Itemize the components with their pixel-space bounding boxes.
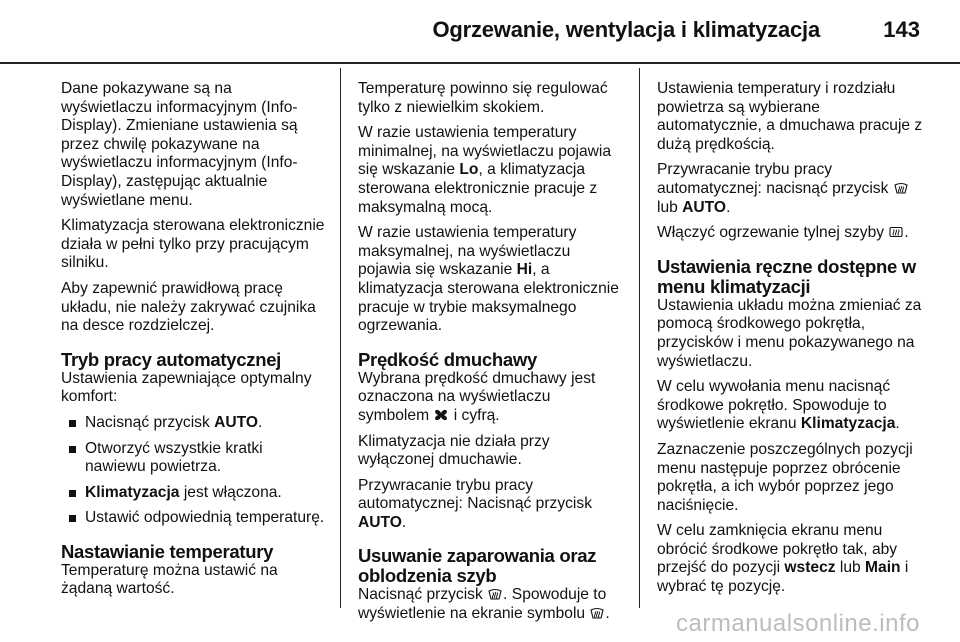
- paragraph: Wybrana prędkość dmuchawy jest oznaczona na wyświetlaczu symbolem i cyfrą.: [358, 369, 596, 424]
- paragraph: Ustawienia zapewniające optymalny komfort:: [61, 369, 312, 406]
- paragraph: Włączyć ogrzewanie tylnej szyby .: [657, 224, 909, 242]
- list-item: Ustawić odpowiednią temperaturę.: [61, 509, 327, 528]
- column-2: [358, 80, 624, 631]
- paragraph: Przywracanie trybu pracy automatycznej: Nacisnąć przycisk AUTO.: [358, 476, 592, 531]
- paragraph: Ustawienia układu można zmieniać za pomocą środkowego pokrętła, przycisków i menu pokazywanego na wyświetlaczu.: [657, 296, 922, 370]
- list-item: Nacisnąć przycisk AUTO.: [61, 414, 327, 433]
- paragraph: W razie ustawienia temperatury maksymalnej, na wyświetlaczu pojawia się wskazanie Hi, a klimatyzacja sterowana elektronicznie pracuje w trybie maksymalnego ogrzewania.: [358, 224, 619, 335]
- paragraph: Temperaturę można ustawić na żądaną wartość.: [61, 561, 278, 598]
- column-1: [61, 80, 327, 606]
- page-number: 143: [883, 17, 920, 42]
- main-label: Main: [865, 559, 901, 577]
- list-item: Klimatyzacja jest włączona.: [61, 484, 327, 503]
- rear-window-defrost-icon: [889, 226, 903, 238]
- paragraph: W razie ustawienia temperatury minimalnej, na wyświetlaczu pojawia się wskazanie Lo, a klimatyzacja sterowana elektronicznie pracuje z maksymalną mocą.: [358, 124, 612, 216]
- paragraph: Ustawienia temperatury i rozdziału powietrza są wybierane automatycznie, a dmuchawa pracuje z dużą prędkością.: [657, 80, 923, 153]
- windshield-defrost-icon: [590, 607, 604, 619]
- page-title: Ogrzewanie, wentylacja i klimatyzacja: [432, 17, 820, 42]
- paragraph: Aby zapewnić prawidłową pracę układu, nie należy zakrywać czujnika na desce rozdzielczej.: [61, 279, 316, 335]
- auto-label: AUTO: [682, 198, 727, 216]
- climate-label: Klimatyzacja: [85, 483, 180, 501]
- heading-auto-mode: Tryb pracy automatycznej: [61, 348, 282, 370]
- auto-label: AUTO: [214, 413, 259, 431]
- paragraph: Klimatyzacja nie działa przy wyłączonej dmuchawie.: [358, 432, 550, 469]
- hi-label: Hi: [516, 261, 533, 279]
- paragraph: Zaznaczenie poszczególnych pozycji menu następuje poprzez obrócenie pokrętła, a ich wybór poprzez jego naciśnięcie.: [657, 440, 913, 514]
- heading-manual-settings: Ustawienia ręczne dostępne w menu klimatyzacji: [657, 255, 916, 297]
- list-item: Otworzyć wszystkie kratki nawiewu powietrza.: [61, 440, 327, 477]
- auto-label: AUTO: [358, 513, 402, 531]
- watermark: carmanualsonline.info: [676, 610, 920, 637]
- paragraph: Dane pokazywane są na wyświetlaczu informacyjnym (Info-Display). Zmieniane ustawienia są przez chwilę pokazywane na wyświetlaczu informacyjnym (Info-Display), zastępując aktualnie wyświetlane menu.: [61, 80, 298, 209]
- windshield-defrost-icon: [894, 182, 908, 194]
- paragraph: Przywracanie trybu pracy automatycznej: nacisnąć przycisk lub AUTO.: [657, 161, 923, 217]
- column-divider: [639, 68, 640, 608]
- paragraph: W celu wywołania menu nacisnąć środkowe pokrętło. Spowoduje to wyświetlenie ekranu Klimatyzacja.: [657, 378, 900, 433]
- fan-icon: [434, 409, 448, 421]
- heading-temperature: Nastawianie temperatury: [61, 540, 274, 562]
- paragraph: Nacisnąć przycisk . Spowoduje to wyświetlenie na ekranie symbolu .: [358, 586, 610, 623]
- windshield-defrost-icon: [488, 588, 502, 600]
- back-label: wstecz: [784, 559, 836, 577]
- paragraph: W celu zamknięcia ekranu menu obrócić środkowe pokrętło tak, aby przejść do pozycji wstecz lub Main i wybrać tę pozycję.: [657, 522, 909, 596]
- lo-label: Lo: [459, 161, 479, 179]
- column-divider: [340, 68, 341, 608]
- paragraph: Klimatyzacja sterowana elektronicznie działa w pełni tylko przy pracującym silniku.: [61, 217, 325, 272]
- climate-label: Klimatyzacja: [800, 415, 896, 433]
- paragraph: Temperaturę powinno się regulować tylko z niewielkim skokiem.: [358, 80, 608, 116]
- heading-defrost: Usuwanie zaparowania oraz oblodzenia szyb: [358, 545, 597, 587]
- bullet-list: [61, 414, 327, 528]
- heading-fan-speed: Prędkość dmuchawy: [358, 348, 537, 370]
- page-header: [0, 0, 960, 64]
- column-3: [657, 80, 923, 604]
